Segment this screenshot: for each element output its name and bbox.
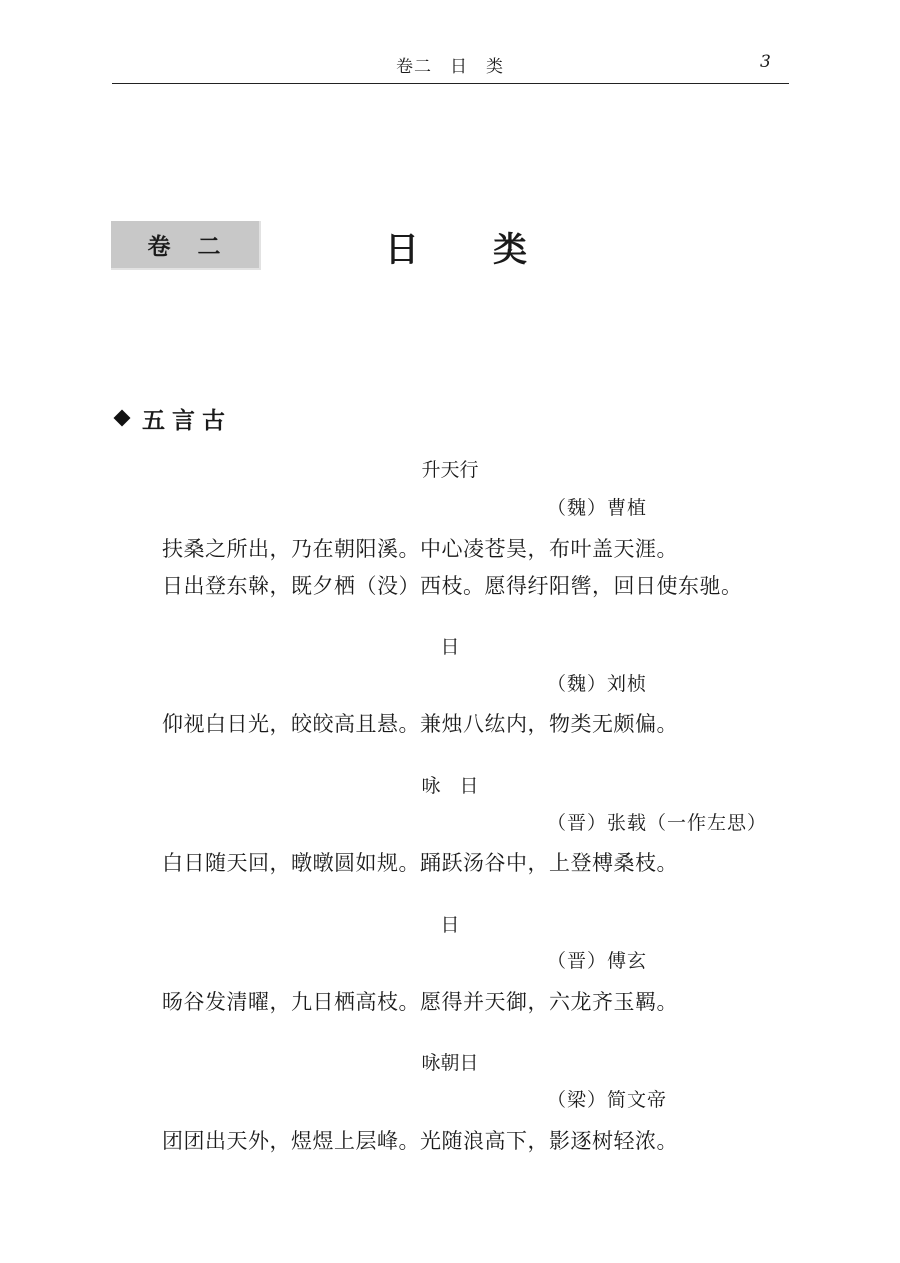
diamond-icon [114, 410, 131, 427]
chapter-label: 卷 二 [147, 233, 223, 260]
poem-line: 旸谷发清曜，九日栖高枝。愿得并天御，六龙齐玉羁。 [162, 990, 678, 1014]
poem-title: 日 [440, 914, 460, 936]
poem-line: 仰视白日光，皎皎高且悬。兼烛八纮内，物类无颇偏。 [162, 712, 678, 736]
poem-author: （晋）张载（一作左思） [547, 812, 768, 834]
header-rule [112, 83, 789, 84]
page-number: 3 [760, 52, 771, 72]
poem-title: 日 [440, 636, 460, 658]
poem-title: 咏 日 [421, 775, 479, 797]
poem-line: 白日随天回，暾暾圆如规。踊跃汤谷中，上登榑桑枝。 [162, 851, 678, 875]
poem-author: （梁）简文帝 [547, 1089, 668, 1111]
poem-author: （晋）傅玄 [547, 950, 648, 972]
section-heading [112, 400, 232, 436]
poem-author: （魏）刘桢 [547, 673, 648, 695]
poem-line: 日出登东榦，既夕栖（没）西枝。愿得纡阳辔，回日使东驰。 [162, 574, 743, 598]
poem-author: （魏）曹植 [547, 497, 648, 519]
chapter-label-box [111, 221, 261, 270]
running-title: 卷二 日 类 [396, 57, 504, 77]
poem-title: 咏朝日 [421, 1052, 479, 1074]
poem-title: 升天行 [421, 459, 479, 481]
section-label: 五言古 [142, 407, 232, 434]
chapter-title: 日 类 [385, 230, 529, 270]
poem-line: 扶桑之所出，乃在朝阳溪。中心凌苍昊，布叶盖天涯。 [162, 537, 678, 561]
running-header [0, 50, 900, 80]
poem-line: 团团出天外，煜煜上层峰。光随浪高下，影逐树轻浓。 [162, 1129, 678, 1153]
